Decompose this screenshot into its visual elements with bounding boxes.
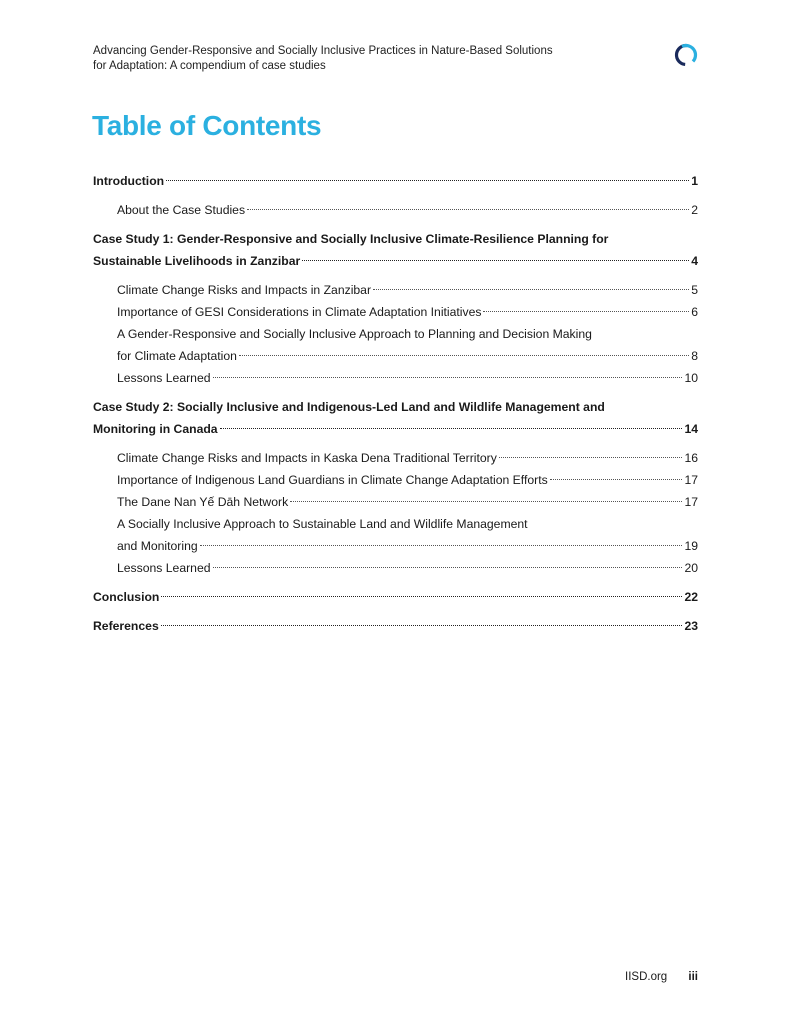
toc-entry-label: Conclusion — [93, 590, 160, 604]
toc-entry-line — [117, 279, 698, 301]
toc-entry-label: and Monitoring — [117, 539, 198, 553]
toc-section-entry[interactable] — [93, 615, 698, 637]
table-of-contents — [93, 170, 698, 637]
toc-page-number: 17 — [684, 495, 698, 509]
toc-page-number: 2 — [691, 203, 698, 217]
toc-page-number: 14 — [684, 422, 698, 436]
toc-dot-leader — [220, 428, 683, 429]
toc-entry-line — [117, 469, 698, 491]
toc-entry-label: The Dane Nan Yế Dāh Network — [117, 495, 289, 509]
toc-entry-label: Sustainable Livelihoods in Zanzibar — [93, 254, 301, 268]
toc-section-entry[interactable] — [93, 586, 698, 608]
toc-page-number: 22 — [684, 590, 698, 604]
toc-entry-line — [117, 199, 698, 221]
toc-subsection-entry[interactable] — [93, 491, 698, 513]
toc-subsection-entry[interactable] — [93, 323, 698, 367]
toc-page-number: 5 — [691, 283, 698, 297]
toc-entry-line — [117, 447, 698, 469]
toc-dot-leader — [200, 545, 683, 546]
toc-page-number: 16 — [684, 451, 698, 465]
toc-page-number: 23 — [684, 619, 698, 633]
toc-entry-label: Climate Change Risks and Impacts in Kaska Dena Traditional Territory — [117, 451, 497, 465]
page-title: Table of Contents — [92, 110, 322, 141]
toc-entry-label: Monitoring in Canada — [93, 422, 218, 436]
toc-entry-label-line: Case Study 2: Socially Inclusive and Indigenous-Led Land and Wildlife Management and — [93, 400, 605, 414]
toc-entry-line — [117, 345, 698, 367]
toc-entry-line — [93, 250, 698, 272]
toc-subsection-entry[interactable] — [93, 447, 698, 469]
toc-dot-leader — [166, 180, 689, 181]
toc-entry-line — [117, 535, 698, 557]
toc-page-number: 19 — [684, 539, 698, 553]
toc-page-number: 6 — [691, 305, 698, 319]
toc-section-entry[interactable] — [93, 170, 698, 192]
toc-entry-label: Importance of Indigenous Land Guardians in Climate Change Adaptation Efforts — [117, 473, 548, 487]
toc-entry-label: Climate Change Risks and Impacts in Zanzibar — [117, 283, 372, 297]
footer-site[interactable]: IISD.org — [625, 971, 668, 983]
toc-entry-line — [117, 491, 698, 513]
toc-subsection-entry[interactable] — [93, 279, 698, 301]
toc-entry-label-line: A Gender-Responsive and Socially Inclusive Approach to Planning and Decision Making — [117, 327, 592, 341]
toc-dot-leader — [161, 596, 682, 597]
toc-page-number: 1 — [691, 174, 698, 188]
toc-subsection-entry[interactable] — [93, 301, 698, 323]
toc-dot-leader — [499, 457, 683, 458]
toc-dot-leader — [213, 567, 683, 568]
toc-entry-line — [93, 418, 698, 440]
toc-entry-label: About the Case Studies — [117, 203, 246, 217]
toc-entry-label: Lessons Learned — [117, 371, 211, 385]
toc-page-number: 4 — [691, 254, 698, 268]
toc-page-number: 8 — [691, 349, 698, 363]
toc-entry-line — [117, 557, 698, 579]
toc-dot-leader — [239, 355, 689, 356]
toc-entry-label: Lessons Learned — [117, 561, 211, 575]
toc-entry-label: for Climate Adaptation — [117, 349, 237, 363]
toc-dot-leader — [302, 260, 689, 261]
toc-entry-line — [93, 615, 698, 637]
toc-dot-leader — [373, 289, 689, 290]
toc-entry-label: Introduction — [93, 174, 165, 188]
toc-dot-leader — [550, 479, 683, 480]
toc-dot-leader — [290, 501, 682, 502]
toc-subsection-entry[interactable] — [93, 199, 698, 221]
toc-subsection-entry[interactable] — [93, 367, 698, 389]
toc-dot-leader — [247, 209, 689, 210]
toc-page-number: 20 — [684, 561, 698, 575]
iisd-logo-icon — [673, 42, 699, 68]
toc-entry-label: Importance of GESI Considerations in Climate Adaptation Initiatives — [117, 305, 482, 319]
footer-page-number: iii — [688, 971, 698, 983]
toc-entry-line — [117, 367, 698, 389]
toc-section-entry[interactable] — [93, 228, 698, 272]
toc-entry-label-line: Case Study 1: Gender-Responsive and Socially Inclusive Climate-Resilience Planning for — [93, 232, 609, 246]
page-footer — [560, 971, 698, 983]
toc-dot-leader — [483, 311, 689, 312]
toc-subsection-entry[interactable] — [93, 557, 698, 579]
toc-entry-line — [93, 170, 698, 192]
running-header-line-1: Advancing Gender-Responsive and Socially Inclusive Practices in Nature-Based Solutions — [93, 45, 553, 57]
toc-subsection-entry[interactable] — [93, 513, 698, 557]
running-header — [93, 44, 653, 74]
toc-entry-line — [93, 586, 698, 608]
running-header-line-2: for Adaptation: A compendium of case studies — [93, 60, 326, 72]
toc-entry-label: References — [93, 619, 159, 633]
toc-entry-label-line: A Socially Inclusive Approach to Sustainable Land and Wildlife Management — [117, 517, 528, 531]
toc-section-entry[interactable] — [93, 396, 698, 440]
toc-dot-leader — [161, 625, 683, 626]
toc-dot-leader — [213, 377, 683, 378]
toc-subsection-entry[interactable] — [93, 469, 698, 491]
toc-entry-line — [117, 301, 698, 323]
toc-page-number: 17 — [684, 473, 698, 487]
toc-page-number: 10 — [684, 371, 698, 385]
